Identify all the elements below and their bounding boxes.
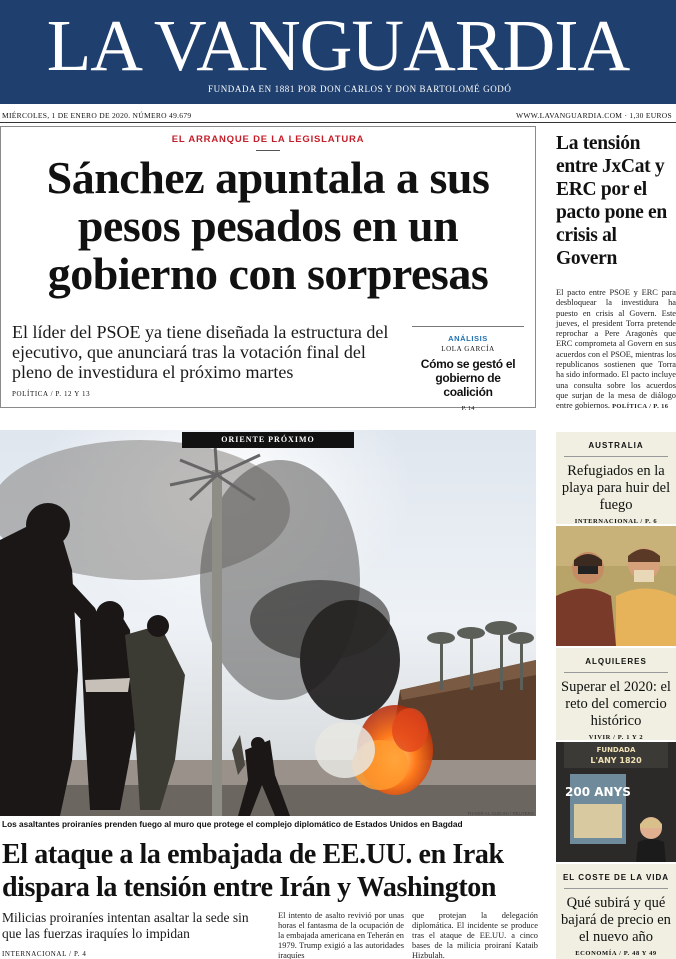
lead-headline-line: Sánchez apuntala a sus (46, 152, 490, 203)
photo-caption: Los asaltantes proiraníes prenden fuego al muro que protege el complejo diplomático de Estados Unidos en Bagdad (2, 819, 463, 829)
sidebar-lead-story[interactable] (556, 132, 676, 413)
sidebar-lead-text: El pacto entre PSOE y ERC para desbloquear la investidura ha puesto en crisis al Govern. Este jueves, el president Torra pretende reprochar a Pere Aragonès que ERC comprometa al Govern en sus acuerdos con el PSOE, mientras los republicanos sostienen que Torra ha sido informado. El pacto incluye una consulta sobre los acuerdos que surjan de la mesa de diálogo entre gobiernos. (556, 288, 676, 411)
store-sign-line: 200 ANYS (565, 785, 631, 799)
shop-photo (556, 742, 676, 862)
main-subhead: Milicias proiraníes intentan asaltar la sede sin que las fuerzas iraquíes lo impidan (2, 910, 249, 941)
protest-fire-illustration (0, 430, 536, 816)
main-photo (0, 430, 536, 816)
rail-australia-headline: Refugiados en la playa para huir del fuego (561, 463, 671, 513)
refugees-photo (556, 526, 676, 646)
analysis-author: LOLA GARCÍA (441, 345, 495, 353)
analysis-label: ANÁLISIS (448, 334, 488, 343)
section-badge: ORIENTE PRÓXIMO (182, 432, 354, 448)
rail-alquileres-kicker: ALQUILERES (585, 657, 647, 666)
rail-alquileres-ref: VIVIR / P. 1 Y 2 (588, 734, 644, 741)
store-sign-line: L'ANY 1820 (590, 756, 642, 765)
lead-headline-line: gobierno con sorpresas (47, 248, 489, 299)
masthead (0, 0, 676, 104)
sidebar-lead-headline: La tensión entre JxCat y ERC por el pacto pone en crisis al Govern (556, 133, 667, 269)
dateline (0, 108, 676, 122)
rail-divider (564, 888, 668, 889)
rail-divider (564, 456, 668, 457)
main-body-column-1: El intento de asalto revivió por unas horas el fantasma de la ocupación de la embajada americana en Teherán en 1979. Trump exigió a las autoridades iraquíes (278, 911, 404, 959)
website-price[interactable]: WWW.LAVANGUARDIA.COM · 1,30 EUROS (515, 111, 672, 120)
main-headline[interactable] (2, 838, 538, 904)
rail-divider (564, 672, 668, 673)
lead-section-ref[interactable]: POLÍTICA / P. 12 Y 13 (12, 390, 91, 398)
rail-alquileres-headline: Superar el 2020: el reto del comercio histórico (561, 679, 671, 729)
sidebar-lead-body (556, 288, 676, 413)
kicker-divider (256, 150, 280, 151)
analysis-page-ref: P. 14 (461, 405, 475, 412)
store-sign-line: FUNDADA (596, 746, 636, 754)
rail-australia-kicker: AUSTRALIA (588, 441, 644, 450)
main-body-column-2: que protejan la delegación diplomática. El incidente se produce tras el ataque de EE.UU. a cinco bases de la milicia proiraní Kataib Hizbulah. (412, 911, 538, 959)
lead-subhead: El líder del PSOE ya tiene diseñada la estructura del ejecutivo, que anunciará tras la votación final del pleno de investidura el próximo martes (12, 322, 389, 382)
rail-australia-ref: INTERNACIONAL / P. 6 (574, 518, 658, 525)
rail-alquileres[interactable] (556, 648, 676, 740)
main-headline-line: El ataque a la embajada de EE.UU. en Irak (2, 839, 504, 870)
rail-australia[interactable] (556, 432, 676, 524)
analysis-headline: Cómo se gestó el gobierno de coalición (420, 357, 516, 399)
newspaper-title: LA VANGUARDIA (46, 5, 630, 86)
rail-coste-ref: ECONOMÍA / P. 48 Y 49 (575, 950, 657, 957)
founded-line: FUNDADA EN 1881 POR DON CARLOS Y DON BARTOLOMÉ GODÓ (208, 84, 512, 94)
lead-headline[interactable] (0, 154, 536, 298)
lead-kicker: EL ARRANQUE DE LA LEGISLATURA (171, 134, 365, 145)
rail-coste-kicker: EL COSTE DE LA VIDA (562, 873, 670, 882)
issue-date: MIÉRCOLES, 1 DE ENERO DE 2020. NÚMERO 49.679 (2, 111, 192, 120)
photo-credit: THAIER AL-SUDANI / REUTERS (467, 811, 534, 816)
main-headline-line: dispara la tensión entre Irán y Washington (2, 872, 497, 903)
rail-coste-headline: Qué subirá y qué bajará de precio en el nuevo año (561, 895, 671, 945)
analysis-box[interactable] (412, 326, 524, 412)
sidebar-lead-ref: POLÍTICA / P. 16 (612, 403, 669, 411)
refugees-illustration (556, 526, 676, 646)
historic-shop-illustration (556, 742, 676, 862)
rail-coste-vida[interactable] (556, 864, 676, 959)
dateline-rule (0, 122, 676, 123)
lead-headline-line: pesos pesados en un (77, 200, 459, 251)
main-section-ref[interactable]: INTERNACIONAL / P. 4 (2, 950, 87, 958)
